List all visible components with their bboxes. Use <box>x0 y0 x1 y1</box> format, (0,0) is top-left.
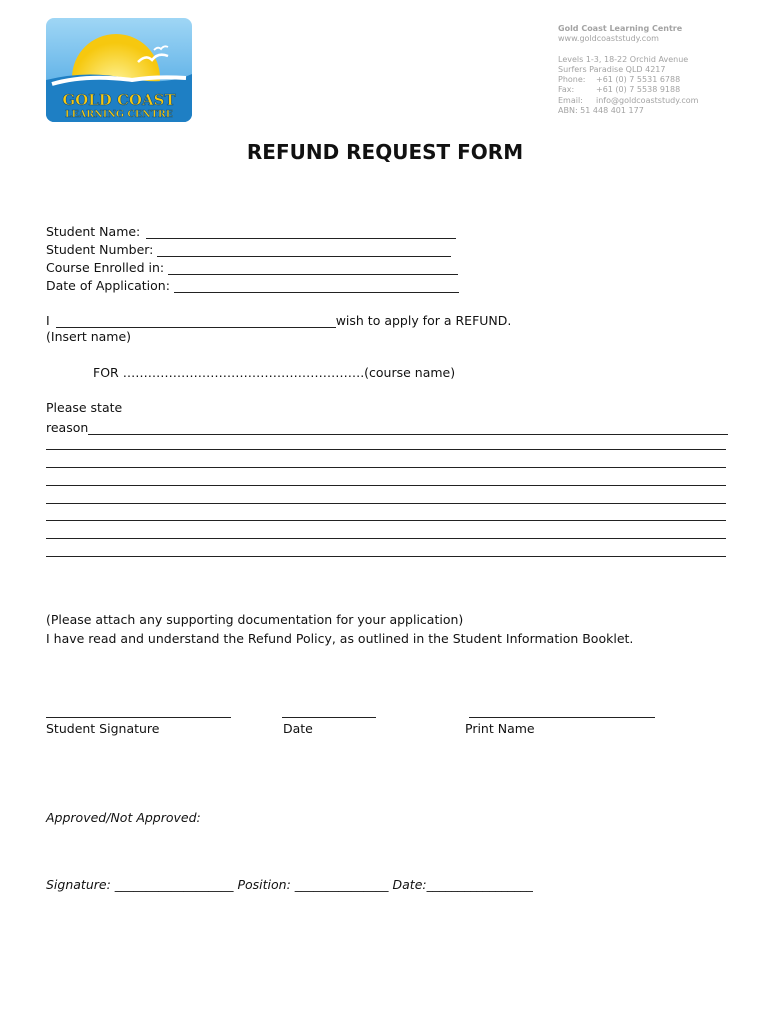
course-enrolled-field[interactable] <box>46 257 458 275</box>
date-of-application-label: Date of Application: <box>46 278 170 293</box>
contact-block <box>558 24 758 116</box>
wish-text: wish to apply for a REFUND. <box>335 313 512 328</box>
reason-line-5[interactable] <box>46 503 726 504</box>
policy-note: I have read and understand the Refund Policy, as outlined in the Student Information Booklet. <box>46 631 634 646</box>
abn: ABN: 51 448 401 177 <box>558 106 644 116</box>
address-line-1: Levels 1-3, 18-22 Orchid Avenue <box>558 54 689 64</box>
student-name-line[interactable] <box>146 224 456 239</box>
please-state-label: Please state <box>46 400 123 415</box>
phone-row: Phone: +61 (0) 7 5531 6788 <box>558 75 681 85</box>
date-of-application-field[interactable] <box>46 275 459 293</box>
student-number-line[interactable] <box>157 242 451 257</box>
course-enrolled-line[interactable] <box>168 260 458 275</box>
applicant-name-line[interactable] <box>56 313 336 328</box>
logo-graphic <box>46 18 192 122</box>
fax-row: Fax: +61 (0) 7 5538 9188 <box>558 85 681 95</box>
applicant-name-field[interactable] <box>46 310 511 328</box>
reason-line-7[interactable] <box>46 538 726 539</box>
date-line[interactable] <box>282 717 376 718</box>
course-enrolled-label: Course Enrolled in: <box>46 260 165 275</box>
reason-line-6[interactable] <box>46 520 726 521</box>
office-signature-line[interactable]: Signature: ___________________ Position: _______________ Date:_________________ <box>46 877 533 892</box>
i-label: I <box>46 313 50 328</box>
logo-line2: LEARNING CENTRE <box>64 109 174 120</box>
date-label: Date <box>283 721 313 736</box>
reason-field[interactable] <box>46 417 728 435</box>
for-course-line[interactable]: FOR ………………………………………………….(course name) <box>93 365 456 380</box>
logo-line1: GOLD COAST <box>62 91 176 109</box>
reason-line-1[interactable] <box>88 420 728 435</box>
reason-label: reason <box>46 420 89 435</box>
address-line-2: Surfers Paradise QLD 4217 <box>558 64 666 74</box>
page-title: REFUND REQUEST FORM <box>246 140 524 164</box>
student-number-field[interactable] <box>46 239 451 257</box>
email-row: Email: info@goldcoaststudy.com <box>558 95 699 105</box>
insert-name-hint: (Insert name) <box>46 329 132 344</box>
website: www.goldcoaststudy.com <box>558 34 659 44</box>
print-name-line[interactable] <box>469 717 655 718</box>
student-number-label: Student Number: <box>46 242 154 257</box>
print-name-label: Print Name <box>465 721 535 736</box>
student-signature-line[interactable] <box>46 717 231 718</box>
org-name: Gold Coast Learning Centre <box>558 24 683 33</box>
student-signature-label: Student Signature <box>46 721 160 736</box>
reason-line-8[interactable] <box>46 556 726 557</box>
reason-line-3[interactable] <box>46 467 726 468</box>
date-of-application-line[interactable] <box>174 278 459 293</box>
reason-line-2[interactable] <box>46 449 726 450</box>
reason-line-4[interactable] <box>46 485 726 486</box>
approval-label: Approved/Not Approved: <box>46 810 201 825</box>
student-name-field[interactable] <box>46 221 456 239</box>
logo <box>46 18 192 122</box>
attach-note: (Please attach any supporting documentation for your application) <box>46 612 464 627</box>
student-name-label: Student Name: <box>46 224 141 239</box>
